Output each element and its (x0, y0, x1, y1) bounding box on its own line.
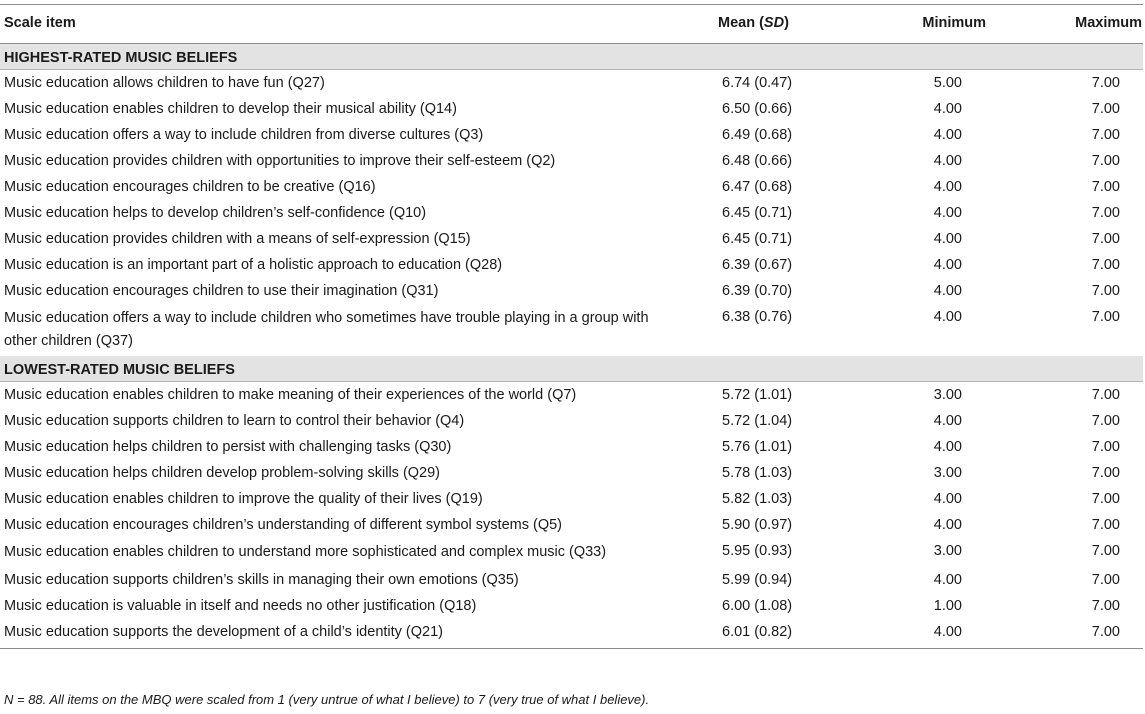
table-row (0, 460, 1143, 486)
header-mean-suffix: ) (784, 15, 789, 31)
minimum-cell: 4.00 (933, 309, 962, 325)
table-row (0, 70, 1143, 97)
table-footnote (4, 692, 649, 707)
maximum-cell: 7.00 (1091, 257, 1120, 273)
minimum-cell: 4.00 (933, 257, 962, 273)
maximum-cell: 7.00 (1091, 283, 1120, 299)
header-maximum: Maximum (992, 5, 1143, 44)
table-row (0, 512, 1143, 538)
header-scale-item: Scale item (0, 5, 660, 44)
scale-item-cell: Music education supports children to learn to control their behavior (Q4) (4, 413, 465, 429)
table-row (0, 278, 1143, 304)
mean-sd-cell: 6.45 (0.71) (722, 205, 793, 221)
mean-sd-cell: 6.74 (0.47) (722, 75, 793, 91)
maximum-cell: 7.00 (1091, 572, 1120, 588)
scale-item-cell: Music education enables children to make meaning of their experiences of the world (Q7) (4, 387, 577, 403)
maximum-cell: 7.00 (1091, 153, 1120, 169)
table-row (0, 148, 1143, 174)
table-row (0, 408, 1143, 434)
mean-sd-cell: 6.47 (0.68) (722, 179, 793, 195)
maximum-cell: 7.00 (1091, 598, 1120, 614)
mean-sd-cell: 6.39 (0.67) (722, 257, 793, 273)
maximum-cell: 7.00 (992, 619, 1143, 649)
minimum-cell: 3.00 (933, 465, 962, 481)
table-row (0, 174, 1143, 200)
minimum-cell: 4.00 (933, 491, 962, 507)
section-header-row (0, 356, 1143, 382)
mean-sd-cell: 5.78 (1.03) (722, 465, 793, 481)
mean-sd-cell: 5.90 (0.97) (722, 517, 793, 533)
table-header-row (0, 5, 1143, 44)
minimum-cell: 4.00 (933, 231, 962, 247)
table-row (0, 122, 1143, 148)
scale-item-cell: Music education provides children with a means of self-expression (Q15) (4, 231, 471, 247)
mean-sd-cell: 5.95 (0.93) (722, 543, 793, 559)
table-body (0, 44, 1143, 649)
mean-sd-cell: 6.39 (0.70) (722, 283, 793, 299)
maximum-cell: 7.00 (1091, 491, 1120, 507)
scale-item-cell: Music education encourages children to use their imagination (Q31) (4, 283, 439, 299)
maximum-cell: 7.00 (1091, 127, 1120, 143)
maximum-cell: 7.00 (1091, 75, 1120, 91)
minimum-cell: 3.00 (933, 543, 962, 559)
minimum-cell: 3.00 (933, 387, 962, 403)
maximum-cell: 7.00 (1091, 101, 1120, 117)
mean-sd-cell: 6.49 (0.68) (722, 127, 793, 143)
header-mean-prefix: Mean ( (718, 15, 764, 31)
scale-item-cell: Music education enables children to improve the quality of their lives (Q19) (4, 491, 483, 507)
table-row (0, 619, 1143, 649)
section-header-row (0, 44, 1143, 70)
scale-item-cell: Music education helps children develop problem-solving skills (Q29) (4, 465, 441, 481)
table-row (0, 96, 1143, 122)
maximum-cell: 7.00 (1091, 543, 1120, 559)
maximum-cell: 7.00 (1091, 205, 1120, 221)
mean-sd-cell: 5.72 (1.04) (722, 413, 793, 429)
mean-sd-cell: 6.01 (0.82) (660, 619, 832, 649)
table-row (0, 252, 1143, 278)
scale-item-cell: Music education enables children to understand more sophisticated and complex music (Q33) (4, 544, 607, 560)
scale-item-cell: Music education allows children to have fun (Q27) (4, 75, 325, 91)
table-row (0, 486, 1143, 512)
scale-item-cell: Music education supports children’s skills in managing their own emotions (Q35) (4, 572, 519, 588)
minimum-cell: 4.00 (933, 205, 962, 221)
scale-item-cell: Music education encourages children’s understanding of different symbol systems (Q5) (4, 517, 563, 533)
mean-sd-cell: 6.48 (0.66) (722, 153, 793, 169)
table-row (0, 382, 1143, 409)
scale-item-cell: Music education helps children to persist with challenging tasks (Q30) (4, 439, 452, 455)
mean-sd-cell: 5.72 (1.01) (722, 387, 793, 403)
section-title: LOWEST-RATED MUSIC BELIEFS (0, 356, 1143, 382)
minimum-cell: 1.00 (933, 598, 962, 614)
minimum-cell: 4.00 (933, 283, 962, 299)
scale-item-cell: Music education supports the development of a child’s identity (Q21) (0, 619, 660, 649)
music-beliefs-table (0, 4, 1143, 649)
table-row (0, 226, 1143, 252)
table-row (0, 593, 1143, 619)
table-row (0, 434, 1143, 460)
mean-sd-cell: 6.38 (0.76) (722, 309, 793, 325)
mean-sd-cell: 5.99 (0.94) (722, 572, 793, 588)
mean-sd-cell: 5.82 (1.03) (722, 491, 793, 507)
maximum-cell: 7.00 (1091, 465, 1120, 481)
mean-sd-cell: 5.76 (1.01) (722, 439, 793, 455)
scale-item-cell: Music education helps to develop children’s self-confidence (Q10) (4, 205, 427, 221)
minimum-cell: 4.00 (933, 153, 962, 169)
minimum-cell: 4.00 (933, 101, 962, 117)
header-mean-sd (660, 5, 832, 44)
mean-sd-cell: 6.50 (0.66) (722, 101, 793, 117)
minimum-cell: 4.00 (933, 179, 962, 195)
mean-sd-cell: 6.00 (1.08) (722, 598, 793, 614)
scale-item-cell: Music education enables children to develop their musical ability (Q14) (4, 101, 457, 117)
table-row (0, 538, 1143, 567)
table-row (0, 304, 1143, 356)
maximum-cell: 7.00 (1091, 231, 1120, 247)
header-minimum: Minimum (832, 5, 992, 44)
footnote-text: = 88. All items on the MBQ were scaled from 1 (very untrue of what I believe) to 7 (very true of what I believe). (13, 692, 650, 707)
maximum-cell: 7.00 (1091, 413, 1120, 429)
scale-item-cell: Music education offers a way to include children from diverse cultures (Q3) (4, 127, 484, 143)
scale-item-cell: Music education is an important part of a holistic approach to education (Q28) (4, 257, 503, 273)
table-row (0, 200, 1143, 226)
section-title: HIGHEST-RATED MUSIC BELIEFS (0, 44, 1143, 70)
scale-item-cell: Music education offers a way to include children who sometimes have trouble playing in a group with other children (Q37) (4, 310, 649, 349)
minimum-cell: 4.00 (832, 619, 992, 649)
maximum-cell: 7.00 (1091, 309, 1120, 325)
minimum-cell: 4.00 (933, 572, 962, 588)
minimum-cell: 4.00 (933, 439, 962, 455)
minimum-cell: 4.00 (933, 517, 962, 533)
scale-item-cell: Music education provides children with opportunities to improve their self-esteem (Q2) (4, 153, 556, 169)
scale-item-cell: Music education is valuable in itself and needs no other justification (Q18) (4, 598, 477, 614)
maximum-cell: 7.00 (1091, 387, 1120, 403)
table-row (0, 567, 1143, 593)
maximum-cell: 7.00 (1091, 517, 1120, 533)
maximum-cell: 7.00 (1091, 179, 1120, 195)
maximum-cell: 7.00 (1091, 439, 1120, 455)
scale-item-cell: Music education encourages children to be creative (Q16) (4, 179, 376, 195)
footnote-n: N (4, 692, 14, 707)
minimum-cell: 4.00 (933, 413, 962, 429)
header-sd: SD (763, 15, 785, 31)
mean-sd-cell: 6.45 (0.71) (722, 231, 793, 247)
minimum-cell: 5.00 (933, 75, 962, 91)
minimum-cell: 4.00 (933, 127, 962, 143)
